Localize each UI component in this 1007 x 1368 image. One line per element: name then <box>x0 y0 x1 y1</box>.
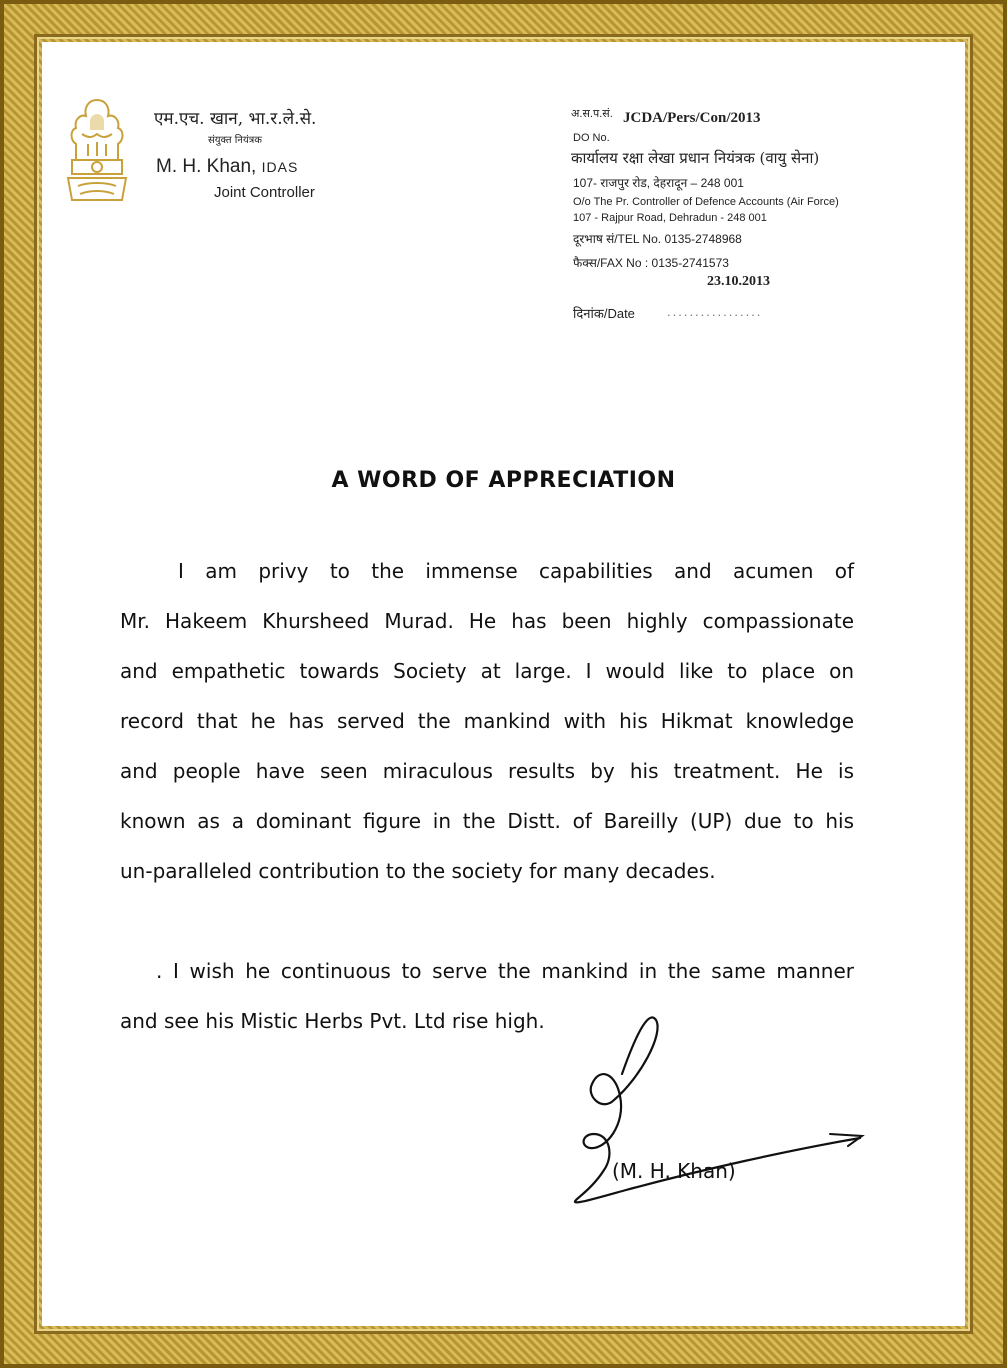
office-address-hindi: 107- राजपुर रोड, देहरादून – 248 001 <box>573 176 744 190</box>
body-line: Mr. Hakeem Khursheed Murad. He has been highly compassionate <box>120 609 854 633</box>
body-line: and people have seen miraculous results by his treatment. He is <box>120 759 854 783</box>
letter-body <box>120 554 854 1054</box>
date-placeholder-dots: ................. <box>667 304 763 319</box>
signatory-name: (M. H. Khan) <box>612 1159 736 1183</box>
reference-label-hindi: अ.स.प.सं. <box>571 108 613 120</box>
do-number-label: DO No. <box>573 132 610 144</box>
officer-name <box>156 156 298 178</box>
office-name-hindi: कार्यालय रक्षा लेखा प्रधान नियंत्रक (वायु सेना) <box>571 149 820 167</box>
letter-heading: A WORD OF APPRECIATION <box>331 468 676 493</box>
office-name-english: O/o The Pr. Controller of Defence Accounts (Air Force) <box>573 196 839 208</box>
letter-date: 23.10.2013 <box>707 274 770 289</box>
body-line: known as a dominant figure in the Distt. of Bareilly (UP) due to his <box>120 809 854 833</box>
officer-title-hindi: संयुक्त नियंत्रक <box>208 135 262 146</box>
officer-role: Joint Controller <box>214 184 315 201</box>
date-label: दिनांक/Date <box>573 306 635 321</box>
fax-number: फैक्स/FAX No : 0135-2741573 <box>573 256 729 270</box>
body-line: I am privy to the immense capabilities and acumen of <box>178 559 854 583</box>
officer-name-text: M. H. Khan, <box>156 156 257 177</box>
officer-service: IDAS <box>261 159 299 175</box>
letter-page <box>42 42 965 1326</box>
body-line: record that he has served the mankind with his Hikmat knowledge <box>120 709 854 733</box>
national-emblem-icon <box>58 94 136 212</box>
telephone-number: दूरभाष सं/TEL No. 0135-2748968 <box>573 232 742 246</box>
body-line: . I wish he continuous to serve the mankind in the same manner <box>156 959 854 983</box>
body-line: and empathetic towards Society at large. I would like to place on <box>120 659 854 683</box>
office-address-english: 107 - Rajpur Road, Dehradun - 248 001 <box>573 212 767 224</box>
reference-number: JCDA/Pers/Con/2013 <box>623 110 761 126</box>
body-line: and see his Mistic Herbs Pvt. Ltd rise high. <box>120 1009 545 1033</box>
officer-name-hindi: एम.एच. खान, भा.र.ले.से. <box>154 109 317 129</box>
body-line: un-paralleled contribution to the society for many decades. <box>120 859 716 883</box>
